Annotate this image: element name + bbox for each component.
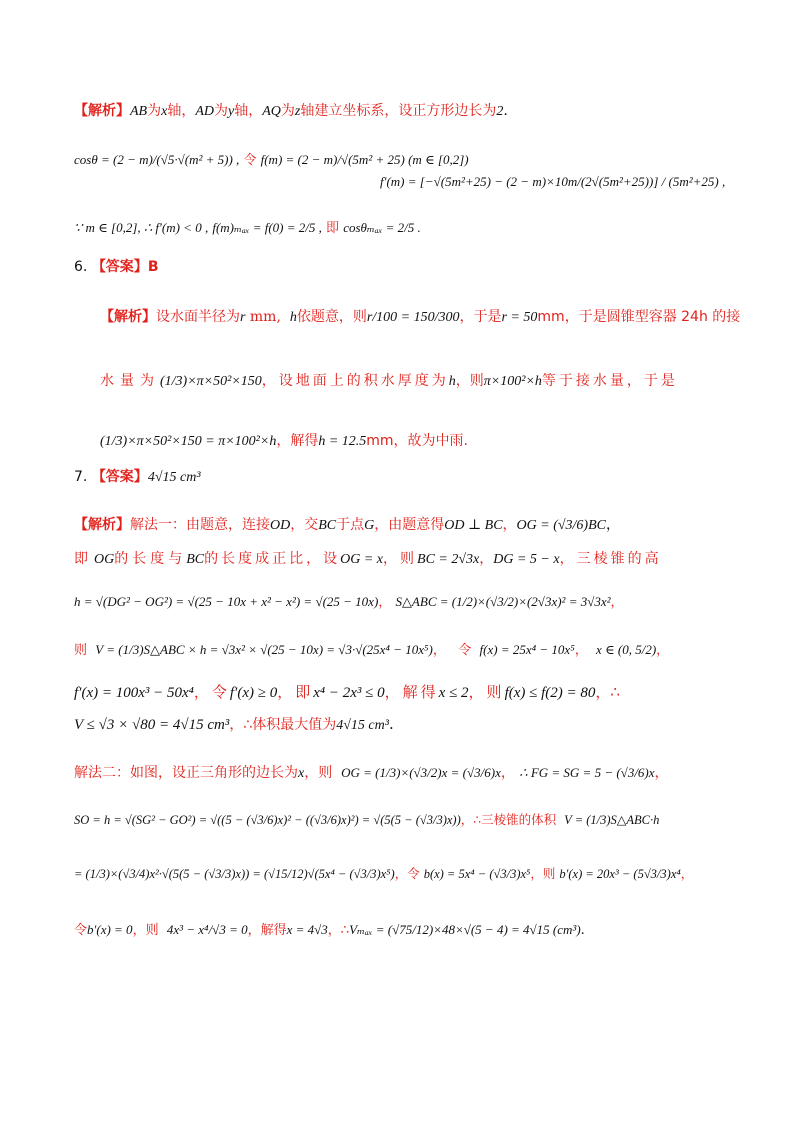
text-segment: ，则 (132, 923, 159, 938)
text-segment: 设水面半径为 (156, 309, 240, 325)
text-segment: 为 (214, 103, 228, 119)
math-segment: h (448, 374, 456, 389)
math-segment: V = (1/3)S△ABC × h = √3x² × √(25 − 10x) = √3·√(25x⁴ − 10x⁵) (95, 642, 433, 657)
math-segment: x ≤ 2 (438, 685, 469, 701)
math-segment: DG = 5 − x (493, 552, 560, 567)
text-segment: 轴， (234, 103, 263, 119)
math-segment: OG (94, 552, 115, 567)
text-segment: ， (656, 643, 670, 658)
math-segment: BC (318, 518, 337, 533)
math-segment: SO = h = √(SG² − GO²) = √((5 − (√3/6)x)² − ((√3/6)x)²) = √(5(5 − (√3/3)x)) (74, 813, 461, 827)
text-segment: 轴， (167, 103, 196, 119)
q7-analysis-line-7 (74, 762, 740, 785)
math-segment: f′(m) = [−√(5m²+25) − (2 − m)×10m/(2√(5m²+25))] / (5m²+25) , (380, 174, 726, 189)
analysis-tag: 【解析】 (100, 309, 156, 325)
math-segment: h (289, 310, 297, 325)
text-segment: ，三棱锥的高 (559, 551, 662, 567)
text-segment: ， (378, 595, 392, 610)
text-segment: ， (479, 551, 494, 567)
text-segment: 即 (326, 221, 340, 236)
text-segment: ，令 (394, 866, 420, 881)
math-segment: OG = (1/3)×(√3/2)x = (√3/6)x (341, 765, 501, 780)
math-segment: (1/3)×π×50²×150 = π×100²×h (100, 434, 277, 449)
text-segment: ，解得 (384, 683, 439, 701)
text-segment: 为 (280, 103, 295, 119)
text-segment: ， (502, 517, 517, 533)
math-segment: G (364, 518, 375, 533)
math-segment: 4√15 cm³ (336, 718, 389, 733)
math-segment: b(x) = 5x⁴ − (√3/3)x⁵ (423, 867, 531, 881)
text-segment: ，∴三棱锥的体积 (460, 812, 557, 827)
math-segment: V ≤ √3 × √80 = 4√15 cm³ (74, 717, 230, 733)
analysis-line-3 (74, 218, 740, 240)
math-segment: ∵ m ∈ [0,2], ∴ f′(m) < 0 , (74, 220, 209, 235)
math-segment: OG = (√3/6)BC (516, 518, 606, 533)
text-segment: ， (574, 643, 588, 658)
text-segment: 等于接水量，于是 (541, 373, 678, 389)
math-segment: r (240, 310, 246, 325)
math-segment: V = (1/3)S△ABC·h (564, 813, 660, 827)
text-segment: ，则 (304, 765, 333, 781)
math-segment: x = 4√3 (286, 922, 328, 937)
q6-answer-line (74, 256, 740, 278)
answer-tag: 【答案】 (91, 259, 148, 275)
question-number: 6. (74, 259, 88, 275)
math-segment: π×100²×h (483, 374, 542, 389)
q7-analysis-line-4 (74, 640, 740, 662)
math-segment: cosθ = (2 − m)/(√5·√(m² + 5)) , (74, 152, 240, 167)
math-segment: f(m) = (2 − m)/√(5m² + 25) (m ∈ [0,2]) (260, 152, 469, 167)
math-segment: cosθₘₐₓ = 2/5 . (343, 220, 421, 235)
math-segment: OG = x (340, 552, 384, 567)
text-segment: ，则 (383, 551, 418, 567)
text-segment: ，即 (277, 683, 314, 701)
text-segment: ，∴ (327, 923, 350, 938)
text-segment: 为 (147, 103, 162, 119)
answer-value: 4√15 cm³ (147, 470, 201, 485)
text-segment: ，设地面上的积水厚度为 (261, 373, 449, 389)
answer-tag: 【答案】 (91, 469, 148, 485)
math-segment: f(x) = 25x⁴ − 10x⁵ (479, 642, 575, 657)
q7-analysis-line-2 (74, 548, 740, 571)
math-segment: x ∈ (0, 5/2) (596, 642, 657, 657)
text-segment: ，解得 (247, 923, 287, 938)
text-segment: ，则 (468, 683, 505, 701)
text-segment: 的长度与 (114, 551, 187, 567)
math-segment: b′(x) = 20x³ − (5√3/3)x⁴ (559, 867, 681, 881)
q6-analysis-line-1 (100, 306, 740, 329)
analysis-tag: 【解析】 (74, 103, 130, 119)
math-segment: b′(x) = 0 (87, 922, 133, 937)
math-segment: z (294, 104, 301, 119)
math-segment: AB (130, 104, 148, 119)
analysis-tag: 【解析】 (74, 517, 130, 533)
math-segment: 4x³ − x⁴/√3 = 0 (166, 922, 248, 937)
text-segment: 则 (74, 643, 88, 658)
text-segment: ，∴体积最大值为 (229, 717, 337, 733)
math-segment: = (1/3)×(√3/4)x²·√(5(5 − (√3/3)x)) = (√15/12)√(5x⁴ − (√3/3)x⁵) (74, 867, 395, 881)
q7-analysis-line-5 (74, 680, 740, 705)
math-segment: OD ⊥ BC (444, 518, 503, 533)
q7-analysis-line-6 (74, 712, 740, 737)
q6-analysis-line-2 (100, 370, 740, 393)
text-segment: . (503, 103, 508, 119)
math-segment: f′(x) ≥ 0 (229, 685, 278, 701)
math-segment: ∴ FG = SG = 5 − (√3/6)x (519, 765, 655, 780)
math-segment: x (298, 766, 305, 781)
text-segment: ，解得 (276, 433, 319, 449)
text-segment: mm，于是圆锥型容器 24h 的接 (537, 309, 741, 325)
math-segment: x (161, 104, 168, 119)
math-segment: f(x) ≤ f(2) = 80 (504, 685, 596, 701)
math-segment: f′(x) = 100x³ − 50x⁴ (74, 685, 194, 701)
answer-value: B (147, 259, 159, 275)
text-segment: ，则 (530, 866, 556, 881)
q6-analysis-line-3 (100, 430, 740, 453)
text-segment: 令 (243, 153, 257, 168)
math-segment: AD (195, 104, 214, 119)
math-segment: BC = 2√3x (417, 552, 480, 567)
text-segment: 令 (458, 643, 472, 658)
text-segment: ，则 (455, 373, 484, 389)
text-segment: 解法一：由题意，连接 (130, 517, 270, 533)
math-segment: BC (186, 552, 205, 567)
math-segment: h = √(DG² − OG²) = √(25 − 10x + x² − x²) = √(25 − 10x) (74, 594, 379, 609)
analysis-line-2b (380, 172, 740, 194)
text-segment: ， (432, 643, 446, 658)
text-segment: ， (654, 765, 669, 781)
analysis-line-1 (74, 100, 740, 123)
math-segment: 2 (496, 104, 504, 119)
text-segment: 解法二：如图，设正三角形的边长为 (74, 765, 298, 781)
math-segment: r/100 = 150/300 (366, 310, 460, 325)
text-segment: 即 (74, 551, 94, 567)
text-segment: . (580, 923, 585, 938)
text-segment: ，由题意得 (374, 517, 445, 533)
text-segment: ，交 (290, 517, 319, 533)
q7-answer-line (74, 466, 740, 489)
math-segment: r = 50 (501, 310, 538, 325)
q7-analysis-line-9 (74, 864, 740, 884)
question-number: 7. (74, 469, 88, 485)
math-segment: y (228, 104, 235, 119)
text-segment: 令 (74, 923, 88, 938)
text-segment: 依题意，则 (296, 309, 367, 325)
math-segment: S△ABC = (1/2)×(√3/2)×(2√3x)² = 3√3x² (395, 594, 611, 609)
math-segment: x⁴ − 2x³ ≤ 0 (313, 685, 385, 701)
text-segment: . (388, 715, 394, 733)
text-segment: ， (610, 595, 624, 610)
math-segment: AQ (262, 104, 281, 119)
q7-analysis-line-8 (74, 810, 740, 830)
math-segment: h = 12.5 (318, 434, 367, 449)
text-segment: 的长度成正比，设 (204, 551, 341, 567)
q7-analysis-line-3 (74, 592, 740, 614)
text-segment: mm, (249, 309, 281, 325)
text-segment: ， (500, 765, 515, 781)
text-segment: 于点 (336, 517, 365, 533)
q7-analysis-line-10 (74, 920, 740, 942)
text-segment: ，∴ (595, 683, 620, 701)
analysis-line-2 (74, 150, 740, 172)
text-segment: mm，故为中雨. (366, 433, 469, 449)
text-segment: 轴建立坐标系，设正方形边长为 (300, 103, 497, 119)
q7-analysis-line-1 (74, 514, 740, 537)
math-segment: f(m)ₘₐₓ = f(0) = 2/5 , (212, 220, 322, 235)
text-segment: ， (680, 866, 694, 881)
text-segment: ， (606, 517, 620, 533)
math-segment: Vₘₐₓ = (√75/12)×48×√(5 − 4) = 4√15 (cm³) (349, 922, 581, 937)
math-segment: (1/3)×π×50²×150 (160, 374, 262, 389)
text-segment: ，令 (193, 683, 230, 701)
text-segment: ，于是 (459, 309, 502, 325)
math-segment: OD (270, 518, 291, 533)
text-segment: 水量为 (100, 373, 160, 389)
